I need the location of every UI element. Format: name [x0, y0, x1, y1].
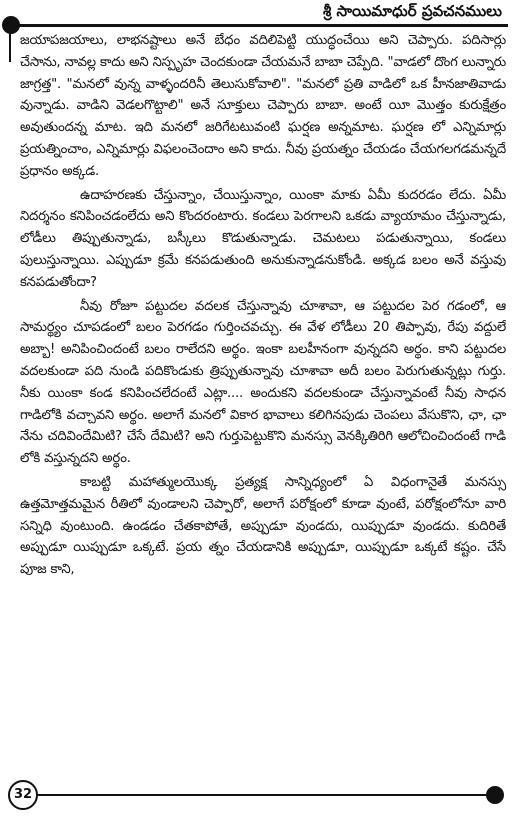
- paragraph-4: కాబట్టి మహాత్ములయొక్క ప్రత్యక్ష సాన్నిధ్యంలో ఏ విధంగానైతే మనస్సు ఉత్తమోత్తమమైన రీతిలో వుండాలని చెప్పారో, అలాగే పరోక్షంలో కూడా వుంటే, పరోక్షంలోనూ వారి సన్నిధి వుంటుంది. ఉండడం చేతకాపోతే, అప్పుడూ వుండదు, యిప్పుడూ వుండదు. కుదిరితే అప్పుడూ యిప్పుడూ ఒక్కటే. ప్రయ త్నం చేయడానికి అప్పుడూ, యిప్పుడూ ఒక్కటే కష్టం. చేసే పూజ కాని,: [20, 474, 506, 578]
- paragraph-1: జయాపజయాలు, లాభనష్టాలు అనే బేధం వదిలిపెట్టి యుద్ధంచేయి అని చెప్పారు. పదిసార్లు చేసాను, నావల్ల కాదు అని నిస్పృహ చెందకుండా చేయమనే బాబా చెప్పేది. "వాడలో దొంగ లున్నారు జాగ్రత్త". "మనలో వున్న వాళ్ళందరినీ తెలుసుకోవాలి". "మనలో ప్రతి వాడిలో ఒక హీనజాతివాడు వున్నాడు. వాడిని వెడలగొట్టాలి" అనే సూక్తులు చెప్పారు బాబా. అంటే యీ మొత్తం కురుక్షేత్రం అవుతుందన్న మాట. ఇది మనలో జరిగేటటువంటి ఘర్షణ అన్నమాట. ఘర్షణ లో ఎన్నిమార్లు ప్రయత్నించాం, ఎన్నిమార్లు విఫలంచెందాం అని కాదు. నీవు ప్రయత్నం చేయడం చేయగలగడమన్నదే ప్రధానం అక్కడ.: [20, 33, 506, 179]
- paragraph-3: నీవు రోజూ పట్టుదల వదలక చేస్తున్నావు చూశావా, ఆ పట్టుదల పెర గడంలో, ఆ సామర్థ్యం చూపడంలో బలం పెరగడం గుర్తించవచ్చు. ఈ వేళ లోడీలు 20 తిప్పావు, రేపు వద్దులే అబ్బా! అనిపించిందంటే బలం రాలేదని అర్థం. ఇంకా బలహీనంగా వున్నదని అర్థం. కాని పట్టుదల వదలకుండా పది నుండి పదికొండుకు త్రిప్పుతున్నావు చూశావా అదీ బలం పెరుగుతున్నట్లు గుర్తు. నీకు యింకా కండ కనిపించలేదంటే ఎట్లా.... అందుకని వదలకుండా చేస్తున్నావంటే నీవు సాధన గాడిలోకి వచ్చావని అర్థం. అలాగే మనలో వికార భావాలు కలిగినపుడు చెంపలు వేసుకొని, ఛా, ఛా నేను చదివిందేమిటి? చేసే దేమిటి? అని గుర్తుపెట్టుకొని మనస్సు వెనక్కితిరిగి ఆలోచించిందంటే గాడి లోకి వస్తున్నదని అర్థం.: [20, 298, 506, 467]
- running-header-title: శ్రీ సాయిమాధుర్ ప్రవచనములు: [319, 0, 506, 22]
- footer-right-dot: [486, 786, 504, 804]
- footer-rule: [34, 794, 492, 796]
- left-margin-rule: [9, 26, 11, 62]
- paragraph-2: ఉదాహరణకు చేస్తున్నాం, చేయిస్తున్నాం, యింకా మాకు ఏమీ కుదరడం లేదు. ఏమీ నిదర్శనం కనిపించడంలేదు అని కొందరంటారు. కండలు పెరగాలని ఒకడు వ్యాయామం చేస్తున్నాడు, లోడీలు తిప్పుతున్నాడు, బస్కీలు కొడుతున్నాడు. చెమటలు పడుతున్నాయి, కండలు పులుస్తున్నాయి. ఎప్పుడూ క్రమే కనపడుతుంది అనుకున్నాడనుకోండి. అక్కడ బలం అనే వస్తువు కనపడుతోందా?: [20, 187, 506, 290]
- page-number: 32: [8, 780, 38, 810]
- body-text: [20, 30, 506, 583]
- header-rule: [10, 24, 508, 27]
